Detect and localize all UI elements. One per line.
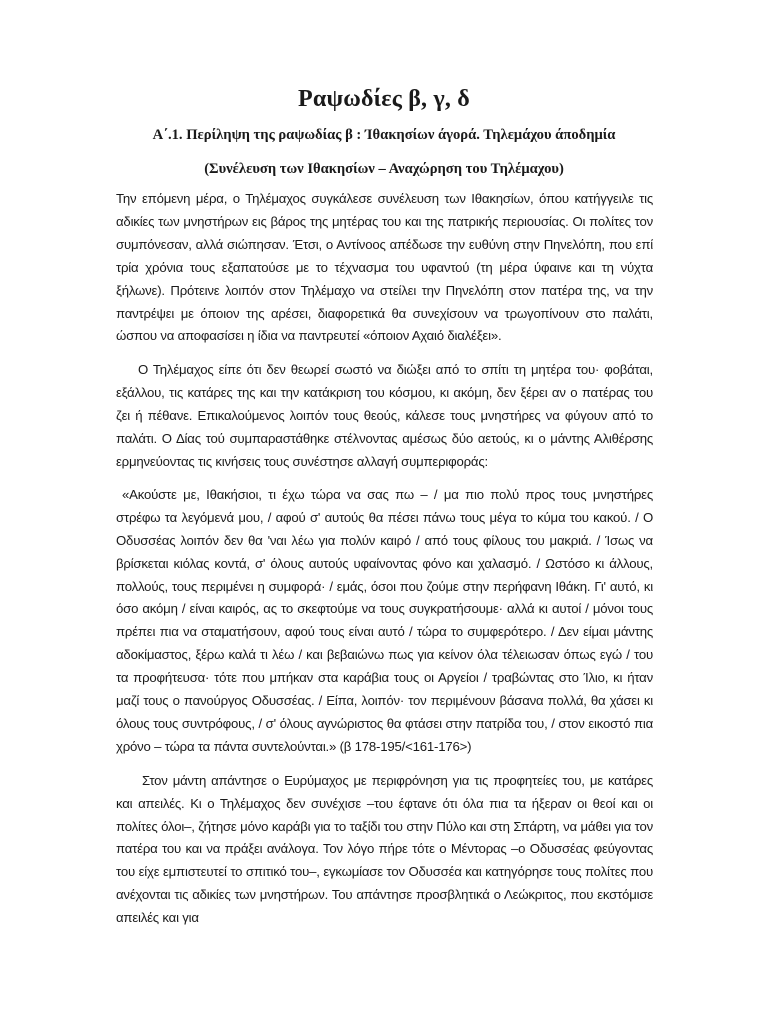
paragraph: Ο Τηλέμαχος είπε ότι δεν θεωρεί σωστό να διώξει από το σπίτι τη μητέρα του· φοβάται, εξάλλου, τις κατάρες της και την κατάκριση του κόσμου, κι ακόμη, δεν ξέρει αν ο πατέρας του ζει ή πέθανε. Επικαλούμενος λοιπόν τους θεούς, κάλεσε τους μνηστήρες να φύγουν από το παλάτι. Ο Δίας τού συμπαραστάθηκε στέλνοντας αμέσως δύο αετούς, κι ο μάντης Αλιθέρσης ερμηνεύοντας τις κινήσεις τους συνέστησε αλλαγή συμπεριφοράς:	[116, 362, 653, 469]
quotation-paragraph: «Ακούστε με, Ιθακήσιοι, τι έχω τώρα να σας πω – / μα πιο πολύ προς τους μνηστήρες στρέφω τα λεγόμενά μου, / αφού σ' αυτούς θα πέσει πάνω τους μέγα το κύμα του κακού. / Ο Οδυσσέας λοιπόν δεν θα 'ναι λέω για πολύν καιρό / από τους φίλους του μακριά. / Ίσως να βρίσκεται κιόλας κοντά, σ' όλους αυτούς υφαίνοντας φόνο και χαλασμό. / Ωστόσο κι άλλους, πολλούς, τους περιμένει η συμφορά· / εμάς, όσοι που ζούμε στην περήφανη Ιθάκη. Γι' αυτό, κι όσο ακόμη / είναι καιρός, ας το σκεφτούμε να τους συγκρατήσουμε· αλλά κι αυτοί / μόνοι τους πρέπει πια να σταματήσουν, αφού τους είναι αυτό / τώρα το συμφερότερο. / Δεν είμαι μάντης αδοκίμαστος, ξέρω καλά τι λέω / και βεβαιώνω πως για κείνον όλα τέλειωσαν όπως εγώ / του τα προφήτευσα· τότε που μπήκαν στα καράβια τους οι Αργείοι / τραβώντας στο Ίλιο, κι ήταν μαζί τους ο πανούργος Οδυσσέας. / Είπα, λοιπόν· τον περιμένουν βάσανα πολλά, θα χάσει κι όλους τους συντρόφους, / σ' όλους αγνώριστος θα φτάσει στην πατρίδα του, / στον εικοστό πια χρόνο – τώρα τα πάντα συντελούνται.» (β 178-195/<161-176>)	[116, 486, 653, 754]
section-subheading: (Συνέλευση των Ιθακησίων – Αναχώρηση του Τηλέμαχου)	[204, 161, 564, 177]
paragraph: Την επόμενη μέρα, ο Τηλέμαχος συγκάλεσε συνέλευση των Ιθακησίων, όπου κατήγγειλε τις αδικίες των μνηστήρων εις βάρος της μητέρας του και της πατρικής περιουσίας. Οι πολίτες τον συμπόνεσαν, αλλά σιώπησαν. Έτσι, ο Αντίνοος απέδωσε την ευθύνη στην Πηνελόπη, που επί τρία χρόνια τους εξαπατούσε με το τέχνασμα του υφαντού (τη μέρα ύφαινε και τη νύχτα ξήλωνε). Πρότεινε λοιπόν στον Τηλέμαχο να στείλει την Πηνελόπη στον πατέρα της, να την παντρέψει με όποιον της αρέσει, διαφορετικά θα συνεχίσουν να τρωγοπίνουν στο παλάτι, ώσπου να αποφασίσει η ίδια να παντρευτεί «όποιον Αχαιό διαλέξει».	[116, 191, 653, 344]
paragraph: Στον μάντη απάντησε ο Ευρύμαχος με περιφρόνηση για τις προφητείες του, με κατάρες και απειλές. Κι ο Τηλέμαχος δεν συνέχισε –του έφτανε ότι όλα πια τα ήξεραν οι θεοί και οι πολίτες όλοι–, ζήτησε μόνο καράβι για το ταξίδι του στην Πύλο και στη Σπάρτη, να μάθει για τον πατέρα του και να πράξει ανάλογα. Τον λόγο πήρε τότε ο Μέντορας –ο Οδυσσέας φεύγοντας του είχε εμπιστευτεί το σπιτικό του–, εγκωμίασε τον Οδυσσέα και κατηγόρησε τους πολίτες που ανέχονται τις αδικίες των μνηστήρων. Του απάντησε προσβλητικά ο Λεώκριτος, που εκστόμισε απειλές και για	[116, 772, 653, 926]
section-heading: Α΄.1. Περίληψη της ραψωδίας β : Ίθακησίων άγορά. Τηλεμάχου άποδημία	[152, 127, 616, 143]
document-body	[116, 188, 653, 930]
page-title: Ραψωδίες β, γ, δ	[298, 86, 470, 112]
